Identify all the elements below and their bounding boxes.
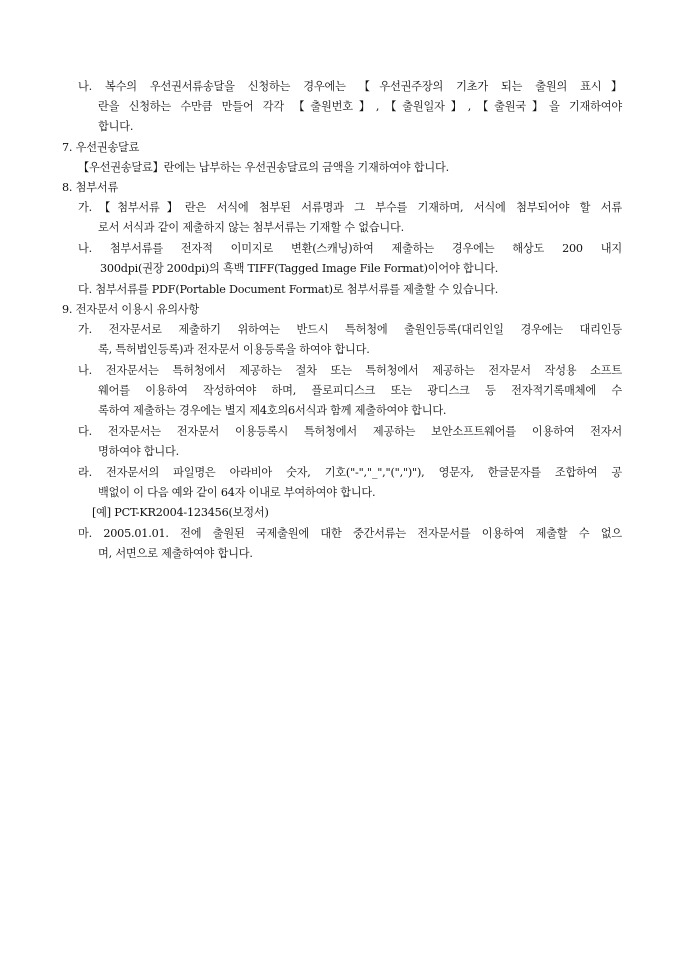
item-na-line-2: 란을 신청하는 수만큼 만들어 각각 【출원번호】,【출원일자】,【출원국】을 기재하여야 [98,100,622,113]
section-9-heading: 9. 전자문서 이용시 유의사항 [62,303,200,316]
section-9-ma-line-1: 마. 2005.01.01. 전에 출원된 국제출원에 대한 중간서류는 전자문서를 이용하여 제출할 수 없으 [78,527,622,540]
section-8-na-line-2: 300dpi(권장 200dpi)의 흑백 TIFF(Tagged Image File Format)이어야 합니다. [100,262,499,275]
section-9-na-line-3: 록하여 제출하는 경우에는 별지 제4호의6서식과 함께 제출하여야 합니다. [98,404,447,417]
section-9-na-line-2: 웨어를 이용하여 작성하여야 하며, 플로피디스크 또는 광디스크 등 전자적기록매체에 수 [98,384,622,397]
section-9-ra-line-2: 백없이 이 다음 예와 같이 64자 이내로 부여하여야 합니다. [98,486,376,499]
section-8-heading: 8. 첨부서류 [62,181,119,194]
section-8-na-line-1: 나. 첨부서류를 전자적 이미지로 변환(스캐닝)하여 제출하는 경우에는 해상도 200 내지 [78,242,622,255]
section-9-na-line-1: 나. 전자문서는 특허청에서 제공하는 절차 또는 특허청에서 제공하는 전자문서 작성용 소프트 [78,364,622,377]
section-8-da-line-1: 다. 첨부서류를 PDF(Portable Document Format)로 첨부서류를 제출할 수 있습니다. [78,283,499,296]
section-9-ga-line-2: 록, 특허법인등록)과 전자문서 이용등록을 하여야 합니다. [98,343,370,356]
section-7-heading: 7. 우선권송달료 [62,141,140,154]
section-8-ga-line-2: 로서 서식과 같이 제출하지 않는 첨부서류는 기재할 수 없습니다. [98,221,404,234]
section-9-da-line-1: 다. 전자문서는 전자문서 이용등록시 특허청에서 제공하는 보안소프트웨어를 이용하여 전자서 [78,425,622,438]
section-9-ma-line-2: 며, 서면으로 제출하여야 합니다. [98,547,253,560]
section-9-ra-example: [예] PCT-KR2004-123456(보정서) [92,506,269,519]
section-9-da-line-2: 명하여야 합니다. [98,445,179,458]
item-na-line-1: 나. 복수의 우선권서류송달을 신청하는 경우에는 【우선권주장의 기초가 되는 출원의 표시】 [78,80,622,93]
section-8-ga-line-1: 가.【첨부서류】란은 서식에 첨부된 서류명과 그 부수를 기재하며, 서식에 첨부되어야 할 서류 [78,201,622,214]
item-na-line-3: 합니다. [98,120,134,133]
section-9-ga-line-1: 가. 전자문서로 제출하기 위하여는 반드시 특허청에 출원인등록(대리인일 경우에는 대리인등 [78,323,622,336]
section-7-text: 【우선권송달료】란에는 납부하는 우선권송달료의 금액을 기재하여야 합니다. [78,161,449,174]
section-9-ra-line-1: 라. 전자문서의 파일명은 아라비아 숫자, 기호("-","_","(",")"), 영문자, 한글문자를 조합하여 공 [78,466,622,479]
